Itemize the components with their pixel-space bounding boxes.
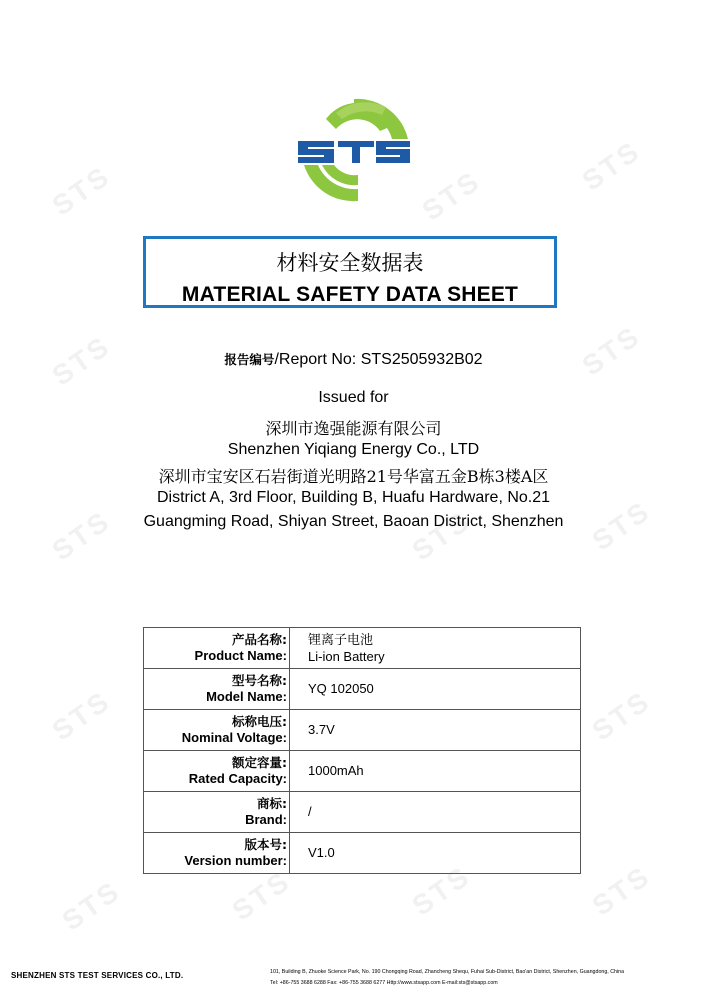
logo-blue-letters <box>298 141 410 163</box>
table-row-version-number <box>144 833 581 874</box>
watermark-sts: STS <box>586 684 657 747</box>
watermark-sts: STS <box>576 319 647 382</box>
report-number-label: 报告编号 <box>224 352 275 367</box>
title-english: MATERIAL SAFETY DATA SHEET <box>181 283 519 306</box>
table-row-nominal-voltage <box>144 710 581 751</box>
product-info-table <box>143 627 581 874</box>
watermark-sts: STS <box>406 859 477 922</box>
watermark-sts: STS <box>406 504 477 567</box>
nominal-voltage-value: 3.7V <box>290 710 581 751</box>
report-number-value: /Report No: STS2505932B02 <box>274 351 483 368</box>
footer-address-block <box>270 967 700 989</box>
footer-company-name: SHENZHEN STS TEST SERVICES CO., LTD. <box>11 971 184 980</box>
report-number <box>0 350 707 369</box>
table-row-rated-capacity <box>144 751 581 792</box>
table-row-model-name <box>144 669 581 710</box>
address-chinese: 深圳市宝安区石岩街道光明路21号华富五金B栋3楼A区 <box>158 467 549 486</box>
watermark-sts: STS <box>586 859 657 922</box>
watermark-sts: STS <box>56 874 127 937</box>
table-row-brand <box>144 792 581 833</box>
rated-capacity-label: 额定容量: Rated Capacity: <box>144 751 290 792</box>
watermark-sts: STS <box>586 494 657 557</box>
watermark-sts: STS <box>226 864 297 927</box>
company-name-english: Shenzhen Yiqiang Energy Co., LTD <box>227 441 480 458</box>
model-name-label: 型号名称: Model Name: <box>144 669 290 710</box>
product-name-label: 产品名称: Product Name: <box>144 628 290 669</box>
title-chinese: 材料安全数据表 <box>276 251 424 275</box>
title-box <box>143 236 557 308</box>
sts-logo <box>296 95 412 205</box>
address-english-line-1: District A, 3rd Floor, Building B, Huafu Hardware, No.21 <box>156 489 551 506</box>
brand-value: / <box>290 792 581 833</box>
watermark-sts: STS <box>576 134 647 197</box>
product-name-value: 锂离子电池 Li-ion Battery <box>290 628 581 669</box>
brand-label: 商标: Brand: <box>144 792 290 833</box>
version-number-value: V1.0 <box>290 833 581 874</box>
address-english-line-2: Guangming Road, Shiyan Street, Baoan District, Shenzhen <box>143 513 564 530</box>
watermark-sts: STS <box>46 504 117 567</box>
version-number-label: 版本号: Version number: <box>144 833 290 874</box>
footer-address: 101, Building B, Zhuoke Science Park, No. 190 Chongqing Road, Zhancheng Shequ, Fuhai Sub-District, Bao'an District, Shenzhen, Guangdong, China <box>270 969 625 975</box>
footer-contact: Tel: +86-755 3688 6288 Fax: +86-755 3688 6277 Http://www.stsapp.com E-mail:sts@stsapp.com <box>270 980 498 986</box>
company-name-chinese: 深圳市逸强能源有限公司 <box>265 419 442 438</box>
watermark-sts: STS <box>46 159 117 222</box>
model-name-value: YQ 102050 <box>290 669 581 710</box>
watermark-sts: STS <box>416 164 487 227</box>
rated-capacity-value: 1000mAh <box>290 751 581 792</box>
watermark-sts: STS <box>46 684 117 747</box>
watermark-sts: STS <box>46 329 117 392</box>
nominal-voltage-label: 标称电压: Nominal Voltage: <box>144 710 290 751</box>
table-row-product-name <box>144 628 581 669</box>
issued-for-label: Issued for <box>318 389 389 406</box>
